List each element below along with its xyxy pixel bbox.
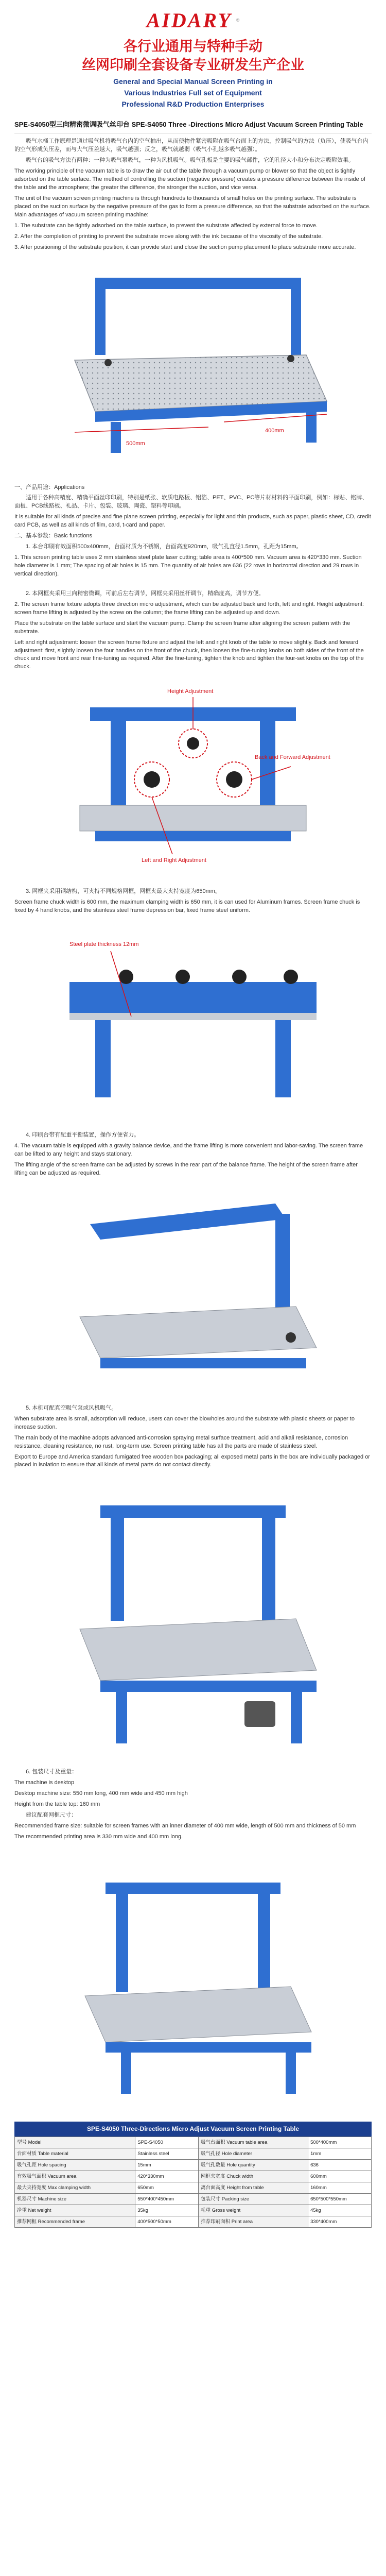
spec-value: 330*400mm <box>308 2216 372 2228</box>
sec4-en-2: The lifting angle of the screen frame can be adjusted by screws in the rear part of the balance frame. The height of the screen frame after lifting can be adjusted as required. <box>14 1161 358 1176</box>
sec6-en-2: Desktop machine size: 550 mm long, 400 mm wide and 450 mm high <box>14 1790 188 1797</box>
sec4-en-1: 4. The vacuum table is equipped with a gravity balance device, and the frame lifting is more convenient and labor-saving. The screen frame can be lifted to any height and stays stationary. <box>14 1143 363 1158</box>
sec1-cn-1: 一、产品用途：Applications <box>14 484 85 490</box>
spec-key: 型号 Model <box>15 2137 135 2148</box>
intro-section <box>14 138 372 251</box>
sec2-en-2: Place the substrate on the table surface and start the vacuum pump. Clamp the screen frame after aligning the screen pattern with the substrate. <box>14 620 350 635</box>
label-back-forward-adjustment: Back and Forward Adjustment <box>255 754 330 761</box>
spec-key: 最大夹持宽度 Max clamping width <box>15 2182 135 2194</box>
spec-key: 台面材质 Table material <box>15 2148 135 2160</box>
spec-row <box>15 2171 372 2182</box>
sec1-en-2: 1. This screen printing table uses 2 mm stainless steel plate laser cutting; table area is 400*500 mm. Vacuum area is 420*330 mm. Suction hole diameter is 1 mm; The spacing of air holes is 15 mm. The quantity of air holes are 636 (22 rows in horizontal direction and 29 rows in vertical direction). <box>14 554 362 577</box>
intro-en-3: 1. The substrate can be tightly adsorbed on the table surface, to prevent the substrate affected by external force to move. <box>14 222 318 229</box>
spec-key: 吸气孔径 Hole diameter <box>199 2148 308 2160</box>
spec-row <box>15 2148 372 2160</box>
section-balance <box>14 1131 372 1178</box>
sec3-en-1: Screen frame chuck width is 600 mm, the maximum clamping width is 650 mm, it is can used for Aluminum frames. Screen frame chuck is fixed by 4 hand knobs, and the stainless steel frame depression bar, fixed frame steel uniform. <box>14 899 360 914</box>
sec1-cn-2: 适用于各种高精度、精确平面丝印印刷，特别是纸张、软质电路板、铝箔、PET、PVC、PC等片材材料的平面印刷，例如：标贴、铭牌、面板、PCB线路板、礼品、卡片、包装、玻璃、陶瓷、塑料等印刷。 <box>14 495 368 510</box>
intro-en-2: The unit of the vacuum screen printing machine is through hundreds to thousands of small holes on the printing surface. The substrate is placed on the suction surface by the negative pressure of the gas to form a pressure difference, so that the substrate adsorbed on the surface. Main advantages of vacuum screen printing machine: <box>14 195 371 218</box>
spec-value: 650mm <box>135 2182 199 2194</box>
slogan-cn-line1: 各行业通用与特种手动 <box>124 39 262 54</box>
sec6-cn-2: 建议配套网框尺寸： <box>26 1812 77 1819</box>
spec-value: 636 <box>308 2160 372 2171</box>
spec-key: 吸气台面积 Vacuum table area <box>199 2137 308 2148</box>
spec-key: 包装尺寸 Packing size <box>199 2194 308 2205</box>
vacuum-table-illustration <box>39 257 347 479</box>
sec5-en-1: When substrate area is small, adsorption will reduce, users can cover the blowholes around the substrate with plastic sheets or paper to increase suction. <box>14 1415 355 1430</box>
spec-key: 吸气孔距 Hole spacing <box>15 2160 135 2171</box>
logo-text: AIDARY <box>146 9 232 32</box>
section-chuck <box>14 888 372 915</box>
sec5-en-2: The main body of the machine adopts advanced anti-corrosion spraying metal surface treatment, acid and alkali resistance, corrosion resistance, cleaning resistance, no rust, long-term use. Screen printing table has all the parts are made of stainless steel. <box>14 1434 348 1449</box>
sec1-cn-3: 二、基本参数：Basic functions <box>14 533 92 539</box>
intro-en-5: 3. After positioning of the substrate position, it can provide start and close the suction pump placement to place substrate more accurate. <box>14 244 356 250</box>
sec2-cn-1: 2. 本网框夹采用三向精密微调，可前后左右调节，网框夹采用丝杆调节，精确度高，调节方便。 <box>26 590 265 597</box>
sec3-cn-1: 3. 网框夹采用钢结构，可夹持不同规格网框，网框夹最大夹持宽度为650mm。 <box>26 888 221 895</box>
label-steel-plate-thickness: Steel plate thickness 12mm <box>69 941 139 948</box>
spec-value: SPE-S4050 <box>135 2137 199 2148</box>
spec-value: 35kg <box>135 2205 199 2216</box>
figure-adjustment <box>49 676 337 883</box>
product-title: SPE-S4050型三向精密微调吸气丝印台 SPE-S4050 Three -Directions Micro Adjust Vacuum Screen Printing Table <box>14 120 372 133</box>
spec-key: 吸气孔数量 Hole quantity <box>199 2160 308 2171</box>
spec-value: 45kg <box>308 2205 372 2216</box>
spec-row <box>15 2137 372 2148</box>
slogan-cn-line2: 丝网印刷全套设备专业研发生产企业 <box>82 57 304 73</box>
spec-key: 机器尺寸 Machine size <box>15 2194 135 2205</box>
sec6-en-3: Height from the table top: 160 mm <box>14 1801 100 1808</box>
header <box>14 0 372 109</box>
spec-key: 净重 Net weight <box>15 2205 135 2216</box>
dimension-label-length: 500mm <box>126 440 145 447</box>
figure-chuck <box>49 920 337 1126</box>
sec6-en-4: Recommended frame size: suitable for screen frames with an inner diameter of 400 mm wide, length of 500 mm and thickness of 50 mm <box>14 1823 356 1829</box>
label-left-right-adjustment: Left and Right Adjustment <box>142 857 206 864</box>
sec5-en-3: Export to Europe and America standard fumigated free wooden box packaging; all exposed metal parts in the box are individually packaged or placed in isolation to ensure that all kinds of metal parts do not contact directly. <box>14 1453 370 1468</box>
spec-value: 15mm <box>135 2160 199 2171</box>
spec-key: 有效吸气面积 Vacuum area <box>15 2171 135 2182</box>
dimension-label-width: 400mm <box>265 427 284 434</box>
spec-row <box>15 2160 372 2171</box>
packaged-machine-illustration <box>49 1846 337 2114</box>
section-vacuum-pump <box>14 1404 372 1470</box>
label-height-adjustment: Height Adjustment <box>167 688 214 695</box>
spec-value: 420*330mm <box>135 2171 199 2182</box>
spec-value: 1mm <box>308 2148 372 2160</box>
slogan-en-line3: Professional R&D Production Enterprises <box>121 100 265 109</box>
sec4-cn-1: 4. 印刷台带有配重平衡装置，操作方便省力。 <box>26 1132 140 1139</box>
slogan-en-line1: General and Special Manual Screen Printing in <box>113 77 273 86</box>
figure-full-machine <box>49 1475 337 1763</box>
spec-value: 160mm <box>308 2182 372 2194</box>
spec-key: 网框夹宽度 Chuck width <box>199 2171 308 2182</box>
spec-value: 400*500*50mm <box>135 2216 199 2228</box>
sec6-en-5: The recommended printing area is 330 mm wide and 400 mm long. <box>14 1834 183 1840</box>
brand-logo <box>14 4 372 37</box>
sec6-cn-1: 6. 包装尺寸及重量： <box>26 1769 78 1775</box>
intro-en-1: The working principle of the vacuum table is to draw the air out of the table through a vacuum pump or blower so that the object is tightly adsorbed on the table surface. The method of controlling the suction (negative pressure) creates a pressure difference between the inside of the table and the atmosphere; the greater the difference, the stronger the suction, and vice versa. <box>14 168 366 191</box>
sec5-cn-1: 5. 本机可配真空吸气泵或风机吸气。 <box>26 1404 117 1411</box>
chuck-illustration <box>49 920 337 1126</box>
logo-registered: ® <box>236 18 240 23</box>
spec-key: 推荐印刷面积 Print area <box>199 2216 308 2228</box>
sec1-en-1: It is suitable for all kinds of precise and fine plane screen printing, especially for light and thin products, such as paper, plastic sheet, CD, credit card PCB, as well as all kinds of film, card, t-card and paper. <box>14 514 371 529</box>
sec2-en-3: Left and right adjustment: loosen the screen frame fixture and adjust the left and right knob of the table to move slightly. Back and forward adjustment: first, slightly loosen the four handles on the front of the chuck, then loosen the fine-tuning knobs on both sides of the front of the chuck and move front and rear fine-tuning as required. After the fine-tuning, tighten the knob and tighten the four-set knobs on the top of the chuck. <box>14 639 364 670</box>
sec6-en-1: The machine is desktop <box>14 1780 75 1786</box>
spec-table <box>14 2137 372 2228</box>
spec-value: 600mm <box>308 2171 372 2182</box>
figure-vacuum-table <box>39 257 347 479</box>
figure-packaged-machine <box>49 1846 337 2114</box>
figure-lifted-frame <box>49 1183 337 1399</box>
sec2-en-1: 2. The screen frame fixture adopts three direction micro adjustment, which can be adjusted back and forth, left and right. Height adjustment: screen frame lifting is adjusted by the screw on the column; the frame lifting can be adjusted up and down. <box>14 601 364 616</box>
spec-row <box>15 2182 372 2194</box>
spec-key: 毛重 Gross weight <box>199 2205 308 2216</box>
spec-key: 推荐网框 Recommended frame <box>15 2216 135 2228</box>
spec-value: Stainless steel <box>135 2148 199 2160</box>
spec-key: 离台面高度 Height from table <box>199 2182 308 2194</box>
section-applications <box>14 484 372 579</box>
spec-row <box>15 2194 372 2205</box>
spec-banner: SPE-S4050 Three-Directions Micro Adjust Vacuum Screen Printing Table <box>14 2122 372 2137</box>
spec-value: 650*500*550mm <box>308 2194 372 2205</box>
spec-value: 550*400*450mm <box>135 2194 199 2205</box>
section-packaging <box>14 1768 372 1841</box>
spec-row <box>15 2205 372 2216</box>
slogan-en-line2: Various Industries Full set of Equipment <box>124 89 262 97</box>
lifted-frame-illustration <box>49 1183 337 1399</box>
intro-cn-1: 吸气水桶工作原理是通过吸气机将吸气台内的空气抽出，从而使物件紧密吸附在吸气台面上的方法，控制吸气的方法（负压），使吸气台内的空气形成负压差，而与大气压差越大，吸气越强；反之，吸气就越弱（吸气小孔越多吸气越强）。 <box>14 138 369 153</box>
adjustment-illustration <box>49 676 337 883</box>
intro-en-4: 2. After the completion of printing to prevent the substrate move along with the ink because of the viscosity of the substrate. <box>14 233 323 240</box>
sec1-cn-4: 1. 本台印刷有效面积500x400mm，台面材质为不锈钢，台面高度920mm，吸气孔直径1.5mm，孔距为15mm。 <box>26 544 302 550</box>
spec-row <box>15 2216 372 2228</box>
spec-value: 500*400mm <box>308 2137 372 2148</box>
intro-cn-2: 吸气台的吸气方法有两种：一种为吸气泵吸气，一种为风机吸气。吸气孔板是主要的吸气部件，它的孔径大小和分布决定吸附效果。 <box>26 157 354 164</box>
section-adjustment <box>14 590 372 671</box>
full-machine-illustration <box>49 1475 337 1763</box>
